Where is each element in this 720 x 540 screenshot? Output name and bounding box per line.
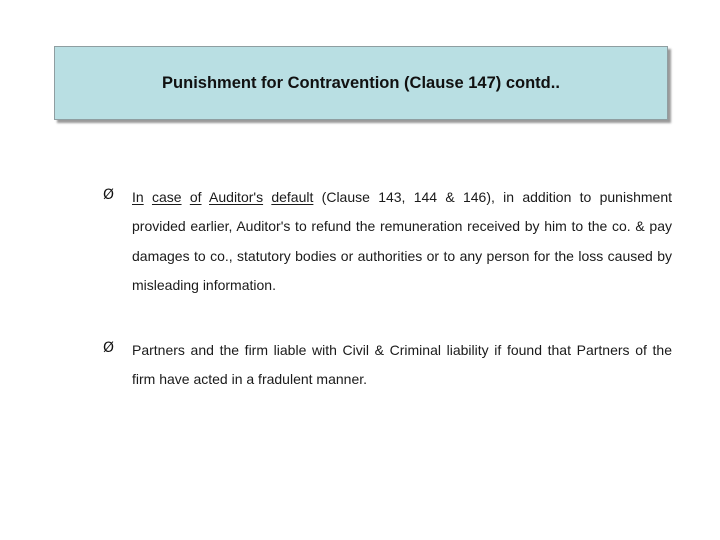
bullet-body-text: (Clause 143, 144 & 146), in addition to punishment provided earlier, Auditor's to refund the remuneration received by him to the co. & pay damages to co., statutory bodies or authorities or to any person for the loss caused by misleading information. bbox=[132, 189, 672, 293]
arrow-bullet-icon: Ø bbox=[103, 340, 115, 356]
arrow-bullet-icon: Ø bbox=[103, 187, 115, 203]
slide-title-box bbox=[54, 46, 668, 120]
bullet-text bbox=[132, 183, 672, 300]
underlined-word: default bbox=[271, 189, 314, 205]
underlined-word: case bbox=[151, 189, 182, 205]
underlined-word: Auditor's bbox=[209, 189, 264, 205]
slide-title: Punishment for Contravention (Clause 147) contd.. bbox=[162, 73, 560, 92]
bullet-text: Partners and the firm liable with Civil & Criminal liability if found that Partners of the firm have acted in a fradulent manner. bbox=[132, 342, 672, 388]
underlined-word: In bbox=[132, 189, 144, 205]
underlined-word: of bbox=[189, 189, 202, 205]
